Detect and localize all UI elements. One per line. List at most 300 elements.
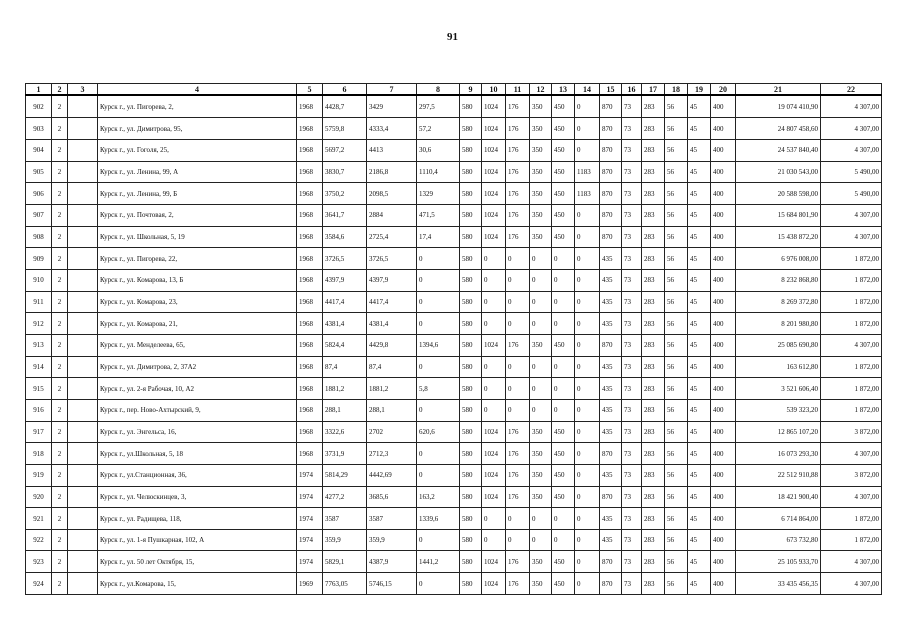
table-cell <box>68 551 98 573</box>
table-cell: 288,1 <box>367 399 417 421</box>
table-cell: 0 <box>552 378 575 400</box>
table-cell: 56 <box>665 421 688 443</box>
table-cell: 283 <box>642 334 665 356</box>
table-row <box>26 95 882 118</box>
table-cell: 283 <box>642 356 665 378</box>
table-cell: 5824,4 <box>323 334 367 356</box>
address-cell: Курск г., ул. Радищева, 118, <box>98 508 297 530</box>
table-cell: 2 <box>52 551 68 573</box>
table-cell <box>68 226 98 248</box>
table-cell: 283 <box>642 399 665 421</box>
table-cell: 56 <box>665 573 688 595</box>
table-cell: 1968 <box>297 95 323 118</box>
table-cell: 0 <box>575 118 600 140</box>
table-cell: 870 <box>600 551 622 573</box>
table-cell: 56 <box>665 529 688 551</box>
table-row <box>26 464 882 486</box>
table-cell: 87,4 <box>367 356 417 378</box>
table-cell: 450 <box>552 161 575 183</box>
table-cell: 580 <box>460 464 482 486</box>
address-cell: Курск г., ул. Димитрова, 2, 37А2 <box>98 356 297 378</box>
table-cell: 45 <box>688 183 711 205</box>
table-cell: 1 872,00 <box>821 378 882 400</box>
table-cell: 0 <box>417 464 460 486</box>
table-cell: 1 872,00 <box>821 399 882 421</box>
table-cell <box>68 508 98 530</box>
table-cell: 4 307,00 <box>821 486 882 508</box>
table-cell: 2 <box>52 183 68 205</box>
table-cell: 580 <box>460 378 482 400</box>
table-cell: 870 <box>600 573 622 595</box>
table-cell: 283 <box>642 248 665 270</box>
table-cell: 56 <box>665 464 688 486</box>
table-cell: 0 <box>575 464 600 486</box>
table-cell: 400 <box>711 356 736 378</box>
table-cell: 0 <box>417 313 460 335</box>
table-cell: 435 <box>600 464 622 486</box>
table-cell: 350 <box>530 573 552 595</box>
table-cell: 288,1 <box>323 399 367 421</box>
table-cell: 4413 <box>367 140 417 162</box>
table-cell: 0 <box>552 399 575 421</box>
table-cell: 400 <box>711 140 736 162</box>
table-cell: 4429,8 <box>367 334 417 356</box>
table-cell: 176 <box>506 334 530 356</box>
table-cell: 1968 <box>297 118 323 140</box>
table-cell: 2712,3 <box>367 443 417 465</box>
table-cell: 400 <box>711 334 736 356</box>
address-cell: Курск г., ул. Пигорева, 2, <box>98 95 297 118</box>
table-cell: 0 <box>552 529 575 551</box>
column-header-21: 21 <box>736 84 821 96</box>
table-cell: 176 <box>506 551 530 573</box>
table-cell: 283 <box>642 291 665 313</box>
table-cell: 2 <box>52 161 68 183</box>
table-row <box>26 486 882 508</box>
table-cell: 283 <box>642 573 665 595</box>
table-cell: 350 <box>530 95 552 118</box>
table-cell: 0 <box>575 226 600 248</box>
table-cell: 2 <box>52 269 68 291</box>
table-cell: 8 232 868,80 <box>736 269 821 291</box>
address-cell: Курск г., ул. Комарова, 21, <box>98 313 297 335</box>
table-cell: 3587 <box>367 508 417 530</box>
table-cell: 176 <box>506 140 530 162</box>
table-cell: 1881,2 <box>323 378 367 400</box>
table-cell: 1 872,00 <box>821 529 882 551</box>
table-cell: 56 <box>665 226 688 248</box>
table-cell: 580 <box>460 161 482 183</box>
table-cell: 0 <box>506 313 530 335</box>
table-cell: 2 <box>52 464 68 486</box>
table-cell: 400 <box>711 226 736 248</box>
table-cell: 0 <box>417 529 460 551</box>
table-row <box>26 421 882 443</box>
table-cell: 903 <box>26 118 52 140</box>
table-cell: 1968 <box>297 334 323 356</box>
table-row <box>26 573 882 595</box>
table-cell: 1183 <box>575 183 600 205</box>
table-cell: 1968 <box>297 248 323 270</box>
table-cell: 283 <box>642 161 665 183</box>
table-cell: 0 <box>482 291 506 313</box>
table-cell: 400 <box>711 551 736 573</box>
table-cell: 56 <box>665 291 688 313</box>
table-cell: 0 <box>506 529 530 551</box>
table-cell: 400 <box>711 204 736 226</box>
address-cell: Курск г., ул. Школьная, 5, 19 <box>98 226 297 248</box>
table-cell: 283 <box>642 464 665 486</box>
table-cell: 5814,29 <box>323 464 367 486</box>
table-cell: 2 <box>52 573 68 595</box>
table-cell: 3726,5 <box>367 248 417 270</box>
table-cell: 1441,2 <box>417 551 460 573</box>
table-cell: 400 <box>711 313 736 335</box>
table-cell: 45 <box>688 356 711 378</box>
table-cell: 45 <box>688 529 711 551</box>
table-cell: 0 <box>417 399 460 421</box>
table-header <box>26 84 882 96</box>
table-cell: 5697,2 <box>323 140 367 162</box>
table-cell: 176 <box>506 204 530 226</box>
table-cell: 3641,7 <box>323 204 367 226</box>
table-cell: 45 <box>688 464 711 486</box>
table-cell: 0 <box>417 573 460 595</box>
table-cell: 176 <box>506 573 530 595</box>
table-cell: 0 <box>530 291 552 313</box>
table-cell: 45 <box>688 226 711 248</box>
table-cell: 283 <box>642 421 665 443</box>
table-cell: 1968 <box>297 226 323 248</box>
table-cell: 1974 <box>297 529 323 551</box>
table-cell: 2 <box>52 226 68 248</box>
table-cell: 1968 <box>297 140 323 162</box>
table-cell: 435 <box>600 356 622 378</box>
table-cell: 4417,4 <box>323 291 367 313</box>
table-cell: 3587 <box>323 508 367 530</box>
table-cell: 350 <box>530 226 552 248</box>
table-cell: 914 <box>26 356 52 378</box>
table-cell: 0 <box>506 356 530 378</box>
table-cell: 910 <box>26 269 52 291</box>
address-cell: Курск г., ул. Ленина, 99, А <box>98 161 297 183</box>
table-cell: 15 438 872,20 <box>736 226 821 248</box>
table-cell: 45 <box>688 421 711 443</box>
table-cell: 350 <box>530 204 552 226</box>
table-cell: 917 <box>26 421 52 443</box>
column-header-6: 6 <box>323 84 367 96</box>
table-cell: 283 <box>642 183 665 205</box>
column-header-13: 13 <box>552 84 575 96</box>
table-cell: 73 <box>622 248 642 270</box>
table-cell: 0 <box>575 508 600 530</box>
table-cell: 400 <box>711 508 736 530</box>
table-cell: 0 <box>530 356 552 378</box>
table-row <box>26 334 882 356</box>
table-cell: 435 <box>600 529 622 551</box>
table-row <box>26 291 882 313</box>
table-cell: 0 <box>552 291 575 313</box>
table-cell: 915 <box>26 378 52 400</box>
table-cell: 56 <box>665 183 688 205</box>
column-header-2: 2 <box>52 84 68 96</box>
table-cell: 4 307,00 <box>821 118 882 140</box>
table-row <box>26 313 882 335</box>
column-header-8: 8 <box>417 84 460 96</box>
table-cell: 0 <box>552 356 575 378</box>
table-cell: 435 <box>600 269 622 291</box>
table-cell: 0 <box>575 248 600 270</box>
table-cell: 56 <box>665 551 688 573</box>
table-cell: 0 <box>530 399 552 421</box>
table-cell: 0 <box>575 486 600 508</box>
column-header-15: 15 <box>600 84 622 96</box>
address-cell: Курск г., ул. Комарова, 13, Б <box>98 269 297 291</box>
table-cell: 870 <box>600 118 622 140</box>
table-cell: 73 <box>622 204 642 226</box>
address-cell: Курск г., ул. 1-я Пушкарная, 102, А <box>98 529 297 551</box>
table-cell: 1969 <box>297 573 323 595</box>
table-cell: 73 <box>622 334 642 356</box>
table-cell: 2725,4 <box>367 226 417 248</box>
table-row <box>26 269 882 291</box>
table-cell: 45 <box>688 204 711 226</box>
table-cell: 3750,2 <box>323 183 367 205</box>
column-header-20: 20 <box>711 84 736 96</box>
table-row <box>26 226 882 248</box>
table-cell: 8 269 372,80 <box>736 291 821 313</box>
table-cell: 400 <box>711 248 736 270</box>
table-cell: 922 <box>26 529 52 551</box>
table-cell: 3584,6 <box>323 226 367 248</box>
table-cell: 921 <box>26 508 52 530</box>
table-cell: 435 <box>600 291 622 313</box>
table-cell: 0 <box>552 508 575 530</box>
table-cell: 580 <box>460 529 482 551</box>
table-cell: 45 <box>688 291 711 313</box>
table-cell: 73 <box>622 378 642 400</box>
table-cell: 73 <box>622 269 642 291</box>
table-cell: 580 <box>460 291 482 313</box>
table-cell: 1024 <box>482 226 506 248</box>
table-cell: 2 <box>52 291 68 313</box>
address-cell: Курск г., ул.Станционная, 36, <box>98 464 297 486</box>
table-cell: 56 <box>665 399 688 421</box>
table-cell: 73 <box>622 140 642 162</box>
table-cell: 913 <box>26 334 52 356</box>
address-cell: Курск г., ул. Ленина, 99, Б <box>98 183 297 205</box>
table-cell: 176 <box>506 421 530 443</box>
table-cell: 73 <box>622 529 642 551</box>
column-header-5: 5 <box>297 84 323 96</box>
table-cell: 283 <box>642 95 665 118</box>
table-cell: 15 684 801,90 <box>736 204 821 226</box>
table-cell: 0 <box>575 140 600 162</box>
table-cell: 580 <box>460 204 482 226</box>
table-cell: 2 <box>52 248 68 270</box>
table-cell <box>68 313 98 335</box>
table-cell: 870 <box>600 183 622 205</box>
table-cell: 4417,4 <box>367 291 417 313</box>
table-cell: 1974 <box>297 551 323 573</box>
table-cell: 2 <box>52 378 68 400</box>
table-cell: 2 <box>52 313 68 335</box>
table-cell: 0 <box>575 204 600 226</box>
table-cell: 0 <box>575 95 600 118</box>
table-cell: 1968 <box>297 183 323 205</box>
table-cell: 45 <box>688 551 711 573</box>
table-cell: 4 307,00 <box>821 226 882 248</box>
table-cell: 0 <box>575 334 600 356</box>
table-cell <box>68 486 98 508</box>
table-cell: 45 <box>688 140 711 162</box>
table-cell: 24 807 458,60 <box>736 118 821 140</box>
table-cell: 73 <box>622 95 642 118</box>
table-row <box>26 204 882 226</box>
table-cell <box>68 529 98 551</box>
table-cell: 2 <box>52 334 68 356</box>
table-cell <box>68 118 98 140</box>
table-row <box>26 508 882 530</box>
table-cell: 283 <box>642 226 665 248</box>
table-cell: 5759,8 <box>323 118 367 140</box>
table-cell: 1110,4 <box>417 161 460 183</box>
table-cell: 73 <box>622 291 642 313</box>
table-cell: 359,9 <box>323 529 367 551</box>
table-cell: 4 307,00 <box>821 204 882 226</box>
table-cell: 2 <box>52 421 68 443</box>
table-cell: 0 <box>482 378 506 400</box>
table-cell: 0 <box>417 443 460 465</box>
table-cell: 5 490,00 <box>821 161 882 183</box>
table-cell: 0 <box>575 269 600 291</box>
table-cell: 908 <box>26 226 52 248</box>
table-cell: 73 <box>622 356 642 378</box>
table-cell: 870 <box>600 486 622 508</box>
table-cell: 400 <box>711 161 736 183</box>
table-cell: 2 <box>52 118 68 140</box>
column-header-1: 1 <box>26 84 52 96</box>
table-cell: 176 <box>506 464 530 486</box>
table-cell: 176 <box>506 226 530 248</box>
table-cell: 56 <box>665 486 688 508</box>
table-cell: 924 <box>26 573 52 595</box>
table-cell: 0 <box>417 291 460 313</box>
table-cell: 580 <box>460 226 482 248</box>
column-header-11: 11 <box>506 84 530 96</box>
address-cell: Курск г., ул. Пигорева, 22, <box>98 248 297 270</box>
table-cell: 400 <box>711 529 736 551</box>
table-cell: 450 <box>552 464 575 486</box>
table-cell: 1968 <box>297 313 323 335</box>
table-cell: 73 <box>622 313 642 335</box>
table-cell: 906 <box>26 183 52 205</box>
table-cell: 73 <box>622 161 642 183</box>
table-row <box>26 140 882 162</box>
table-cell: 435 <box>600 508 622 530</box>
table-cell: 0 <box>575 421 600 443</box>
address-cell: Курск г., ул. Димитрова, 95, <box>98 118 297 140</box>
table-cell: 0 <box>575 378 600 400</box>
table-cell: 0 <box>530 378 552 400</box>
table-cell: 18 421 900,40 <box>736 486 821 508</box>
table-cell: 4387,9 <box>367 551 417 573</box>
table-cell: 539 323,20 <box>736 399 821 421</box>
table-cell: 1968 <box>297 356 323 378</box>
table-cell: 6 976 008,00 <box>736 248 821 270</box>
table-cell: 56 <box>665 95 688 118</box>
table-cell: 1968 <box>297 161 323 183</box>
table-cell: 56 <box>665 269 688 291</box>
table-cell: 400 <box>711 95 736 118</box>
table-cell: 350 <box>530 334 552 356</box>
table-cell: 0 <box>575 399 600 421</box>
table-cell: 21 030 543,00 <box>736 161 821 183</box>
table-cell: 1 872,00 <box>821 248 882 270</box>
table-cell: 3 872,00 <box>821 464 882 486</box>
table-cell: 350 <box>530 118 552 140</box>
table-cell: 56 <box>665 378 688 400</box>
table-cell: 4333,4 <box>367 118 417 140</box>
column-header-22: 22 <box>821 84 882 96</box>
table-cell: 435 <box>600 421 622 443</box>
address-cell: Курск г., ул. Почтовая, 2, <box>98 204 297 226</box>
table-cell: 1024 <box>482 118 506 140</box>
table-cell: 0 <box>530 508 552 530</box>
table-cell: 2 <box>52 486 68 508</box>
table-cell: 580 <box>460 486 482 508</box>
table-cell: 56 <box>665 161 688 183</box>
table-cell: 0 <box>482 356 506 378</box>
table-cell: 1968 <box>297 378 323 400</box>
table-cell: 22 512 910,88 <box>736 464 821 486</box>
table-cell: 1024 <box>482 486 506 508</box>
column-header-16: 16 <box>622 84 642 96</box>
table-cell: 73 <box>622 551 642 573</box>
table-cell: 73 <box>622 399 642 421</box>
table-cell: 56 <box>665 118 688 140</box>
table-cell: 0 <box>575 573 600 595</box>
table-cell: 0 <box>530 313 552 335</box>
table-cell: 8 201 980,80 <box>736 313 821 335</box>
table-body <box>26 95 882 595</box>
table-cell: 4 307,00 <box>821 140 882 162</box>
table-cell: 6 714 864,00 <box>736 508 821 530</box>
table-cell: 4 307,00 <box>821 551 882 573</box>
table-cell: 580 <box>460 313 482 335</box>
table-cell: 870 <box>600 443 622 465</box>
table-cell: 0 <box>530 529 552 551</box>
table-cell: 435 <box>600 378 622 400</box>
table-cell: 905 <box>26 161 52 183</box>
table-cell: 450 <box>552 551 575 573</box>
table-cell: 870 <box>600 334 622 356</box>
table-cell: 1974 <box>297 508 323 530</box>
table-cell: 350 <box>530 551 552 573</box>
table-cell: 1024 <box>482 95 506 118</box>
table-cell: 0 <box>482 529 506 551</box>
table-cell <box>68 269 98 291</box>
table-cell: 45 <box>688 486 711 508</box>
table-cell: 907 <box>26 204 52 226</box>
table-cell: 7763,05 <box>323 573 367 595</box>
table-cell: 400 <box>711 118 736 140</box>
table-cell: 19 074 410,90 <box>736 95 821 118</box>
table-cell: 4 307,00 <box>821 95 882 118</box>
table-cell: 450 <box>552 118 575 140</box>
table-cell: 3830,7 <box>323 161 367 183</box>
table-cell: 12 865 107,20 <box>736 421 821 443</box>
